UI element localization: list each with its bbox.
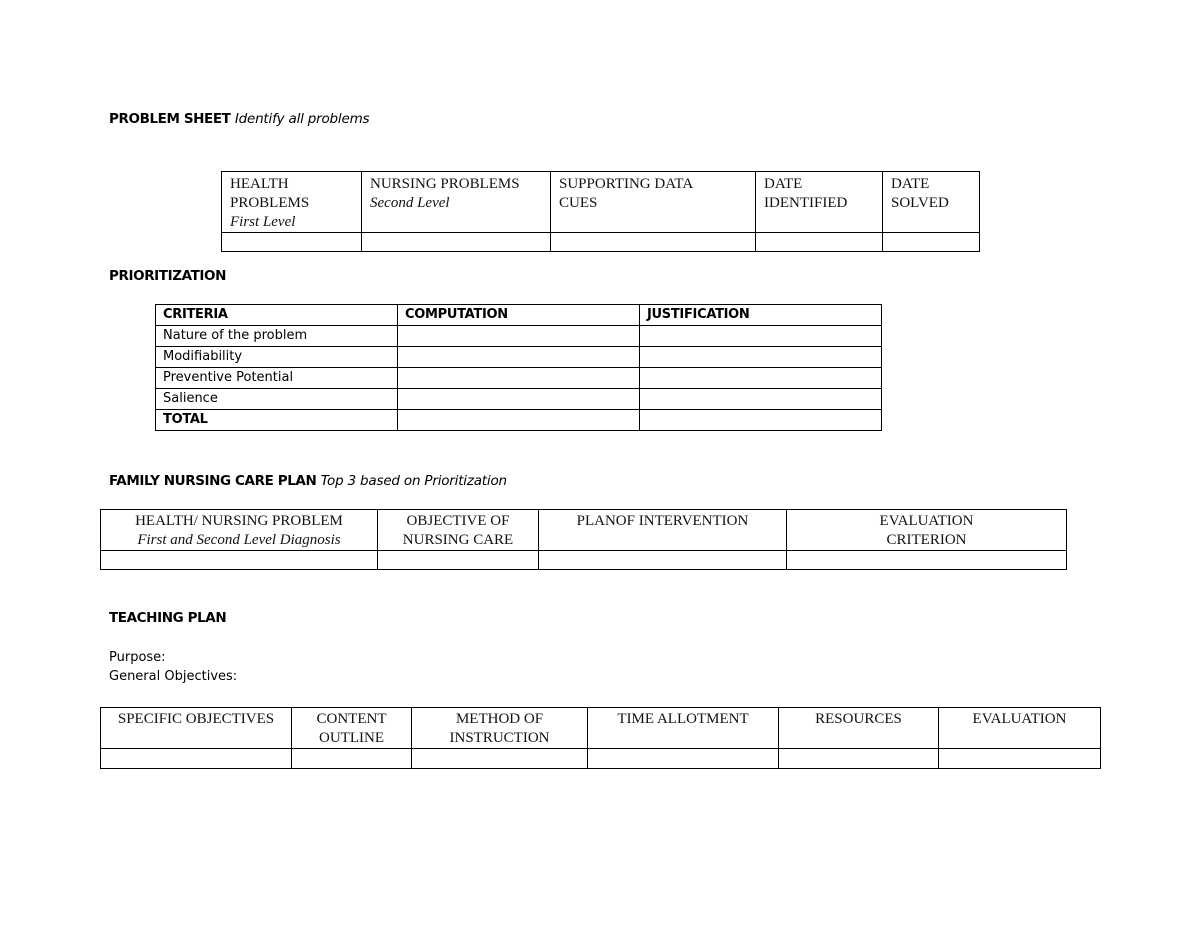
header-computation: COMPUTATION [398, 305, 640, 326]
table-row [222, 233, 980, 252]
table-row [156, 368, 882, 389]
cell [398, 368, 640, 389]
header-content-outline: CONTENT OUTLINE [292, 708, 412, 749]
table-header-row [156, 305, 882, 326]
header-plan-of-intervention: PLANOF INTERVENTION [539, 510, 787, 551]
table-row [101, 749, 1101, 769]
cell [398, 410, 640, 431]
cell [756, 233, 883, 252]
header-supporting-data: SUPPORTING DATA CUES [551, 172, 756, 233]
cell [787, 551, 1067, 570]
teaching-plan-heading [109, 610, 226, 626]
teaching-plan-table [100, 707, 1101, 769]
header-time-allotment: TIME ALLOTMENT [588, 708, 779, 749]
cell [398, 326, 640, 347]
cell [640, 389, 882, 410]
table-header-row [101, 708, 1101, 749]
table-header-row [101, 510, 1067, 551]
cell [939, 749, 1101, 769]
cell [362, 233, 551, 252]
cell [551, 233, 756, 252]
cell [640, 326, 882, 347]
header-justification: JUSTIFICATION [640, 305, 882, 326]
prioritization-heading [109, 268, 226, 284]
total-label: TOTAL [156, 410, 398, 431]
cell [101, 551, 378, 570]
cell [398, 347, 640, 368]
header-evaluation-criterion: EVALUATION CRITERION [787, 510, 1067, 551]
purpose-label: Purpose: [109, 650, 166, 665]
problem-sheet-table [221, 171, 980, 252]
care-plan-heading [109, 473, 507, 489]
criteria-modifiability: Modifiability [156, 347, 398, 368]
care-plan-title: FAMILY NURSING CARE PLAN [109, 473, 317, 489]
cell [588, 749, 779, 769]
table-row [101, 551, 1067, 570]
cell [640, 410, 882, 431]
header-date-identified: DATE IDENTIFIED [756, 172, 883, 233]
teaching-plan-title: TEACHING PLAN [109, 610, 227, 626]
table-row [156, 389, 882, 410]
table-row [156, 326, 882, 347]
table-row [156, 347, 882, 368]
header-date-solved: DATE SOLVED [883, 172, 980, 233]
cell [292, 749, 412, 769]
criteria-nature: Nature of the problem [156, 326, 398, 347]
header-health-problems: HEALTH PROBLEMS First Level [222, 172, 362, 233]
table-header-row [222, 172, 980, 233]
cell [412, 749, 588, 769]
header-specific-objectives: SPECIFIC OBJECTIVES [101, 708, 292, 749]
cell [398, 389, 640, 410]
problem-sheet-subtitle: Identify all problems [234, 111, 370, 127]
cell [378, 551, 539, 570]
header-resources: RESOURCES [779, 708, 939, 749]
general-objectives-label: General Objectives: [109, 669, 238, 684]
header-nursing-problems: NURSING PROBLEMS Second Level [362, 172, 551, 233]
cell [640, 347, 882, 368]
header-criteria: CRITERIA [156, 305, 398, 326]
problem-sheet-title: PROBLEM SHEET [109, 111, 231, 127]
cell [883, 233, 980, 252]
prioritization-title: PRIORITIZATION [109, 268, 227, 284]
header-method-of-instruction: METHOD OF INSTRUCTION [412, 708, 588, 749]
cell [101, 749, 292, 769]
criteria-salience: Salience [156, 389, 398, 410]
cell [779, 749, 939, 769]
cell [539, 551, 787, 570]
cell [222, 233, 362, 252]
care-plan-subtitle: Top 3 based on Prioritization [320, 473, 507, 489]
table-row [156, 410, 882, 431]
header-health-nursing-problem: HEALTH/ NURSING PROBLEM First and Second Level Diagnosis [101, 510, 378, 551]
problem-sheet-heading [109, 111, 369, 127]
header-objective: OBJECTIVE OF NURSING CARE [378, 510, 539, 551]
header-evaluation: EVALUATION [939, 708, 1101, 749]
care-plan-table [100, 509, 1067, 570]
prioritization-table [155, 304, 882, 431]
cell [640, 368, 882, 389]
criteria-preventive: Preventive Potential [156, 368, 398, 389]
